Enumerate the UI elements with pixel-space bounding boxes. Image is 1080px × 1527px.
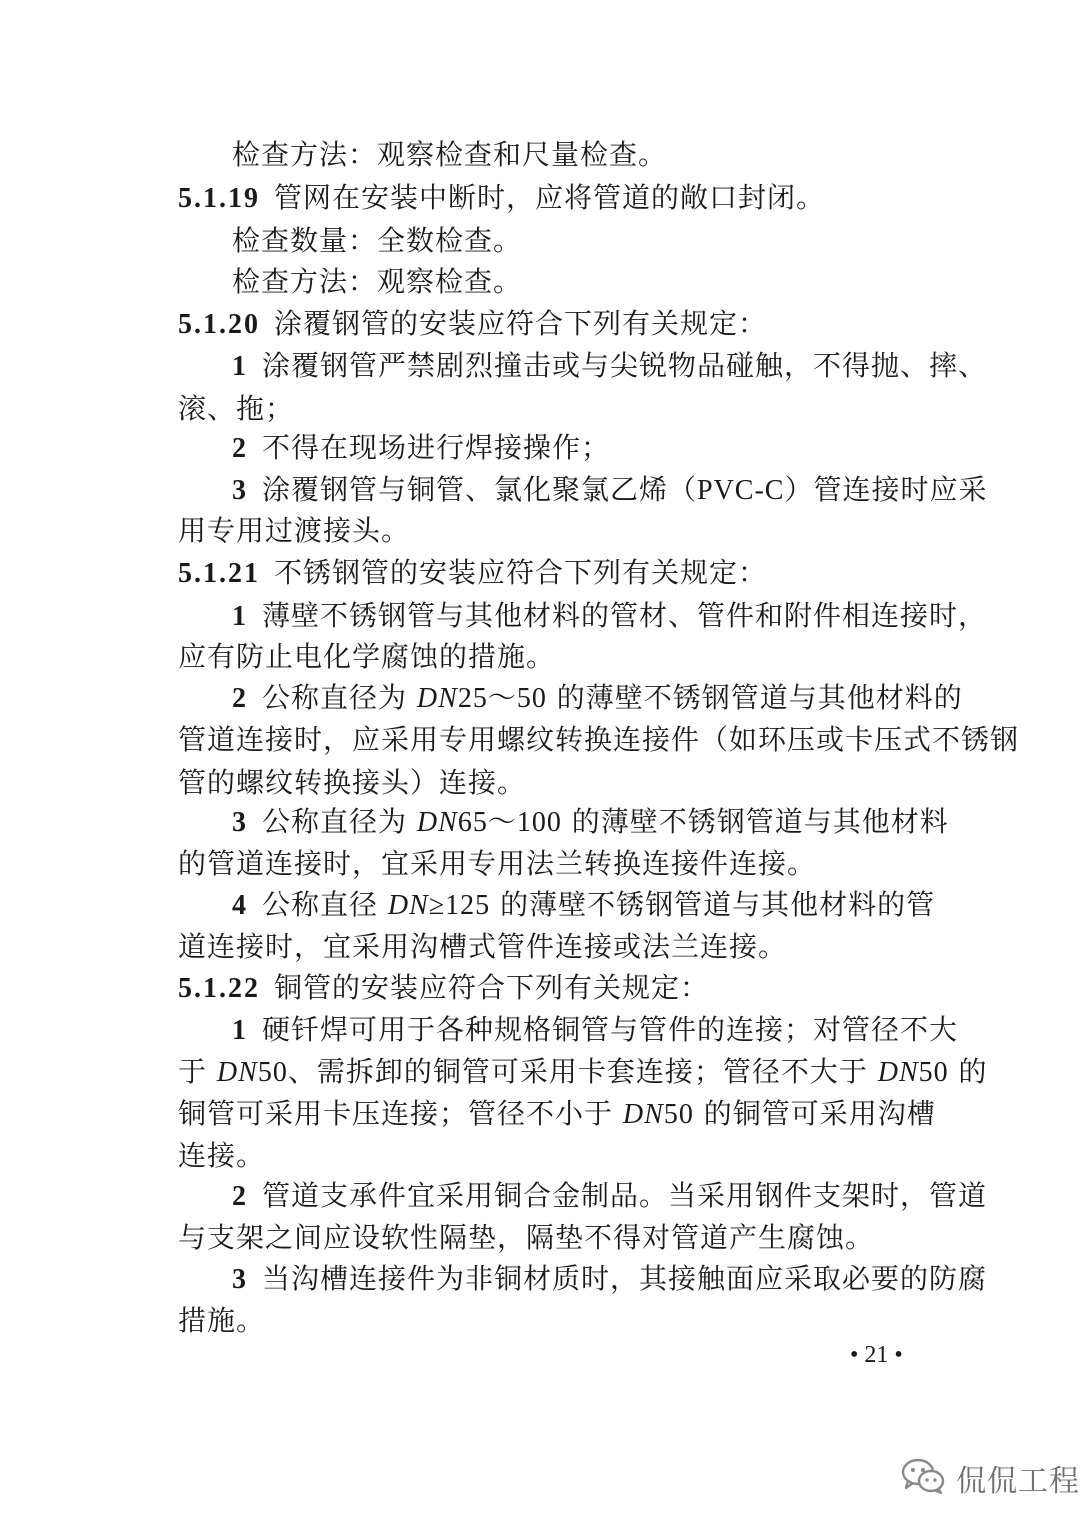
item-number: 2 (232, 683, 248, 714)
item-number: 2 (232, 433, 248, 464)
text-line: 与支架之间应设软性隔垫，隔垫不得对管道产生腐蚀。 (178, 1221, 875, 1254)
clause-number: 5.1.21 (178, 558, 260, 589)
wechat-icon (900, 1456, 946, 1500)
text-line: 检查方法：观察检查和尺量检查。 (232, 138, 668, 171)
text-line: 连接。 (178, 1139, 266, 1172)
item-number: 3 (232, 1264, 248, 1295)
text-line: 于 DN50、需拆卸的铜管可采用卡套连接；管径不大于 DN50 的 (178, 1055, 988, 1088)
item-3: 3 涂覆钢管与铜管、氯化聚氯乙烯（PVC-C）管连接时应采 (232, 473, 988, 506)
text-line: 管道连接时，应采用专用螺纹转换连接件（如环压或卡压式不锈钢 (178, 723, 1020, 756)
item-2: 2 公称直径为 DN25～50 的薄壁不锈钢管道与其他材料的 (232, 681, 963, 714)
item-1: 1 薄壁不锈钢管与其他材料的管材、管件和附件相连接时， (232, 599, 988, 632)
item-number: 1 (232, 1015, 248, 1046)
item-number: 3 (232, 807, 248, 838)
text-line: 的管道连接时，宜采用专用法兰转换连接件连接。 (178, 847, 817, 880)
clause-5-1-20: 5.1.20 涂覆钢管的安装应符合下列有关规定： (178, 307, 768, 340)
text-line: 铜管可采用卡压连接；管径不小于 DN50 的铜管可采用沟槽 (178, 1097, 936, 1130)
clause-5-1-22: 5.1.22 铜管的安装应符合下列有关规定： (178, 971, 710, 1004)
text-line: 道连接时，宜采用沟槽式管件连接或法兰连接。 (178, 930, 788, 963)
page-number: • 21 • (850, 1342, 903, 1368)
item-2: 2 不得在现场进行焊接操作； (232, 431, 611, 464)
item-3: 3 当沟槽连接件为非铜材质时，其接触面应采取必要的防腐 (232, 1262, 988, 1295)
watermark (900, 1453, 1080, 1503)
text-line: 检查数量：全数检查。 (232, 224, 523, 257)
item-1: 1 硬钎焊可用于各种规格铜管与管件的连接；对管径不大 (232, 1013, 959, 1046)
clause-5-1-21: 5.1.21 不锈钢管的安装应符合下列有关规定： (178, 556, 768, 589)
item-number: 1 (232, 601, 248, 632)
clause-number: 5.1.20 (178, 309, 260, 340)
clause-number: 5.1.22 (178, 973, 260, 1004)
text-line: 管的螺纹转换接头）连接。 (178, 766, 527, 799)
item-number: 3 (232, 475, 248, 506)
item-number: 4 (232, 890, 248, 921)
item-2: 2 管道支承件宜采用铜合金制品。当采用钢件支架时，管道 (232, 1179, 988, 1212)
text-line: 滚、拖； (178, 392, 295, 425)
item-4: 4 公称直径 DN≥125 的薄壁不锈钢管道与其他材料的管 (232, 888, 936, 921)
clause-number: 5.1.19 (178, 183, 260, 214)
text-line: 检查方法：观察检查。 (232, 265, 523, 298)
text-line: 措施。 (178, 1304, 266, 1337)
item-3: 3 公称直径为 DN65～100 的薄壁不锈钢管道与其他材料 (232, 805, 949, 838)
clause-5-1-19: 5.1.19 管网在安装中断时，应将管道的敞口封闭。 (178, 181, 826, 214)
item-number: 2 (232, 1181, 248, 1212)
watermark-text: 侃侃工程 (956, 1464, 1080, 1499)
item-number: 1 (232, 351, 248, 382)
text-line: 用专用过渡接头。 (178, 514, 411, 547)
item-1: 1 涂覆钢管严禁剧烈撞击或与尖锐物品碰触，不得抛、摔、 (232, 349, 988, 382)
text-line: 应有防止电化学腐蚀的措施。 (178, 640, 556, 673)
